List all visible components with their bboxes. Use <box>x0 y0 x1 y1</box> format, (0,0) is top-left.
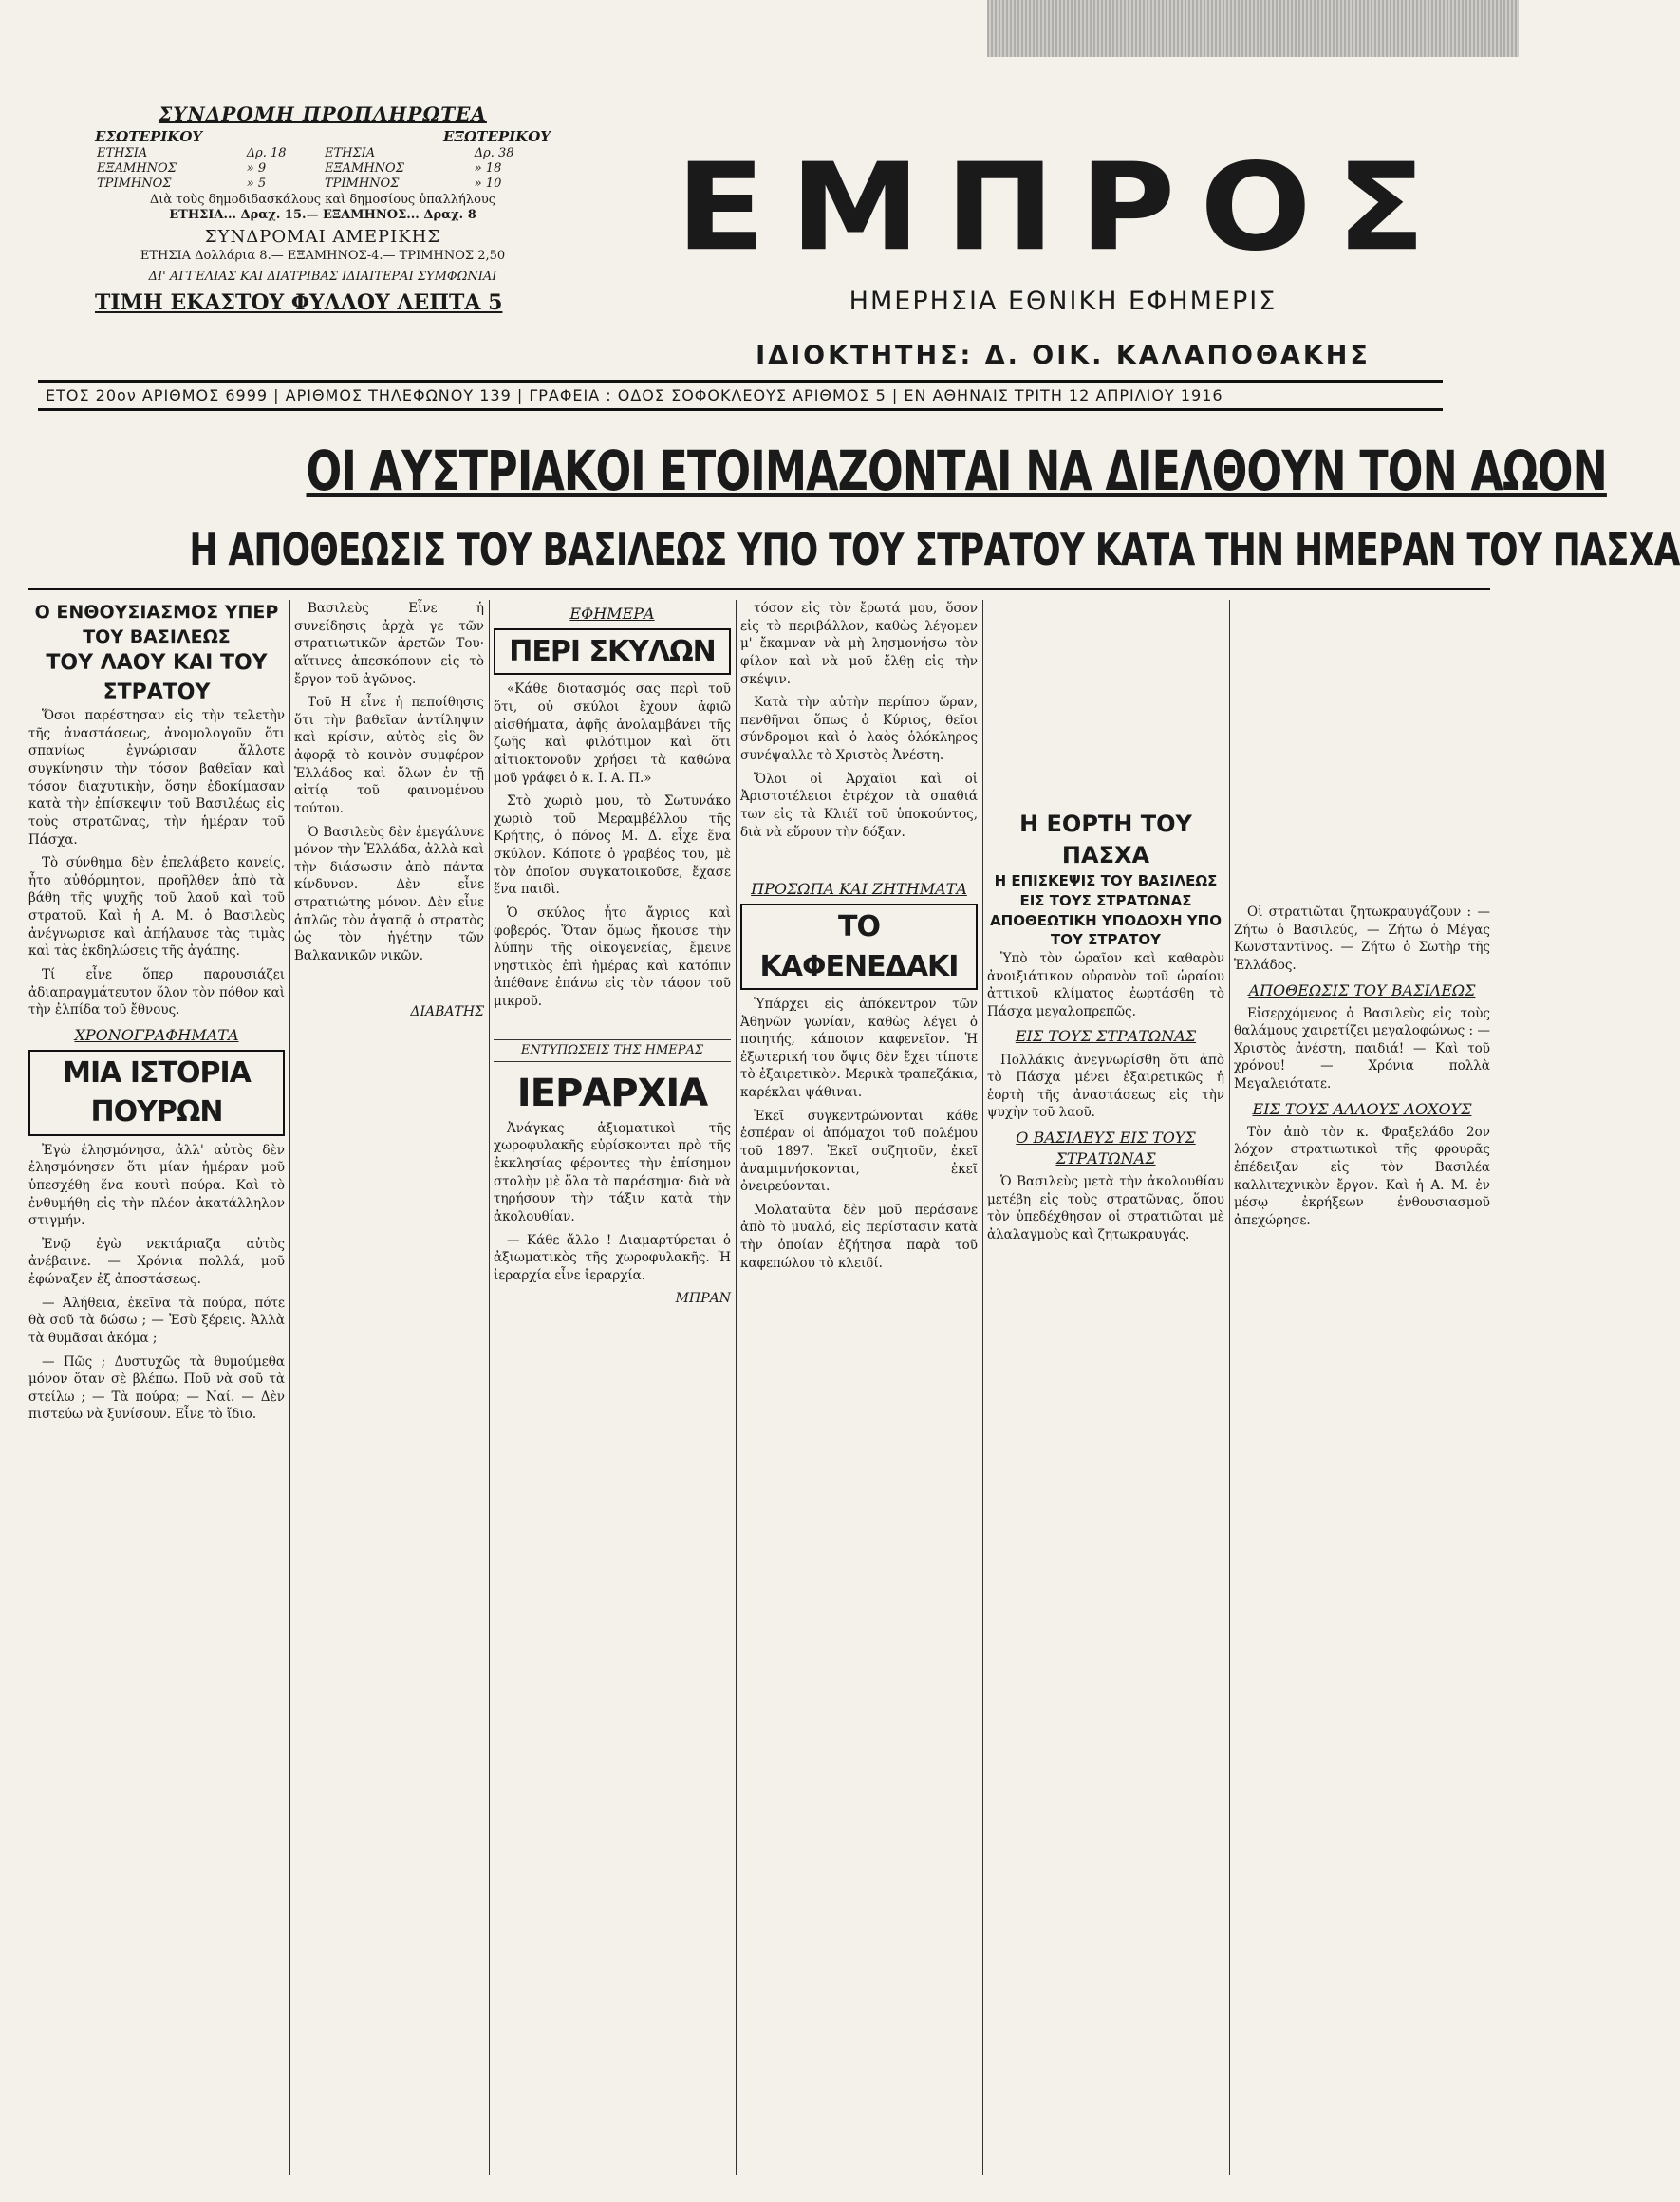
signature: ΜΠΡΑΝ <box>675 1291 731 1307</box>
article-title: ΠΕΡΙ ΣΚΥΛΩΝ <box>494 628 731 675</box>
column-1 <box>28 600 285 1429</box>
america-rates: ΕΤΗΣΙΑ Δολλάρια 8.— ΕΞΑΜΗΝΟΣ-4.— ΤΡΙΜΗΝΟΣ 2,50 <box>140 248 506 263</box>
paragraph: — Ἀλήθεια, ἐκεῖνα τὰ πούρα, πότε θὰ σοῦ τὰ δώσω ; — Ἐσὺ ξέρεις. Ἀλλὰ τὰ θυμᾶσαι ἀκόμα ; <box>28 1295 285 1346</box>
dateline: ΕΤΟΣ 20ον ΑΡΙΘΜΟΣ 6999 | ΑΡΙΘΜΟΣ ΤΗΛΕΦΩΝΟΥ 139 | ΓΡΑΦΕΙΑ : ΟΔΟΣ ΣΟΦΟΚΛΕΟΥΣ ΑΡΙΘΜΟΣ 5 | ΕΝ ΑΘΗΝΑΙΣ ΤΡΙΤΗ 12 ΑΠΡΙΛΙΟΥ 1916 <box>38 380 1443 411</box>
foreign-label: ΕΞΩΤΕΡΙΚΟΥ <box>442 128 551 145</box>
article-title: ΜΙΑ ΙΣΤΟΡΙΑ ΠΟΥΡΩΝ <box>28 1050 285 1136</box>
paragraph: Ἐγὼ ἐλησμόνησα, ἀλλ' αὐτὸς δὲν ἐλησμόνησεν ὅτι μίαν ἡμέραν μοῦ ὑπεσχέθη ἕνα κουτὶ πούρα. Καὶ τὸ ἐνθυμήθη εἰς τὴν πλέον ἀκατάλληλον στιγμήν. <box>28 1142 285 1229</box>
rate-value: » 18 <box>474 161 502 176</box>
rate-label: ΕΞΑΜΗΝΟΣ <box>324 161 404 176</box>
paragraph: Βασιλεὺς Εἶνε ἡ συνείδησις ἀρχὰ γε τῶν στρατιωτικῶν ἀρετῶν Του· αἵτινες ἀπεσκόπουν εἰς τὸ ἔργον τοῦ ἀγῶνος. <box>294 601 484 687</box>
paragraph: Τὸ σύνθημα δὲν ἐπελάβετο κανείς, ἦτο αὐθόρμητον, προῆλθεν ἀπὸ τὰ βάθη τῆς ψυχῆς τοῦ λαοῦ καὶ τοῦ στρατοῦ. Καὶ ἡ Α. Μ. ὁ Βασιλεὺς ἀνέγνωρισε καὶ ἀπήλαυσε τὰς τιμὰς καὶ τὰς ἐκδηλώσεις τῆς ἀγάπης. <box>28 855 285 960</box>
column-divider <box>489 600 490 2175</box>
paragraph: Ὑπὸ τὸν ὡραῖον καὶ καθαρὸν ἀνοιξιάτικον οὐρανὸν τοῦ ὡραίου ἀττικοῦ κλίματος ἐωρτάσθη τὸ Πάσχα μεγαλοπρεπῶς. <box>987 950 1224 1019</box>
brand-block <box>674 137 1452 370</box>
rate-row <box>95 146 551 161</box>
section-kicker: ΕΦΗΜΕΡΑ <box>569 605 655 623</box>
paragraph: Τοῦ Η εἶνε ἡ πεποίθησις ὅτι τὴν βαθεῖαν ἀντίληψιν καὶ κρίσιν, αὐτὸς εἰς ὃν ἀφορᾷ τὸ κοινὸν συμφέρον Ἑλλάδος καὶ ὅλων ἐν τῇ αἰτίᾳ τοῦ φαινομένου τούτου. <box>294 695 484 816</box>
column-2 <box>294 600 484 1021</box>
header-rule <box>28 588 1490 590</box>
section-kicker: ΕΙΣ ΤΟΥΣ ΣΤΡΑΤΩΝΑΣ <box>1015 1027 1197 1046</box>
paragraph: Στὸ χωριὸ μου, τὸ Σωτυνάκο χωριὸ τοῦ Μεραμβέλλου τῆς Κρήτης, ὁ πόνος Μ. Δ. εἶχε ἕνα σκύλον. Κάποτε ὁ γραβέος του, μὲ τὸν ὁποῖον συγκατοικοῦσε, ἔχασε ἕνα παιδὶ. <box>494 793 731 898</box>
subscription-rates <box>95 146 551 193</box>
subscription-title: ΣΥΝΔΡΟΜΗ ΠΡΟΠΛΗΡΩΤΕΑ <box>159 103 487 125</box>
article-title: Η ΕΟΡΤΗ ΤΟΥ ΠΑΣΧΑ <box>1019 811 1192 869</box>
paragraph: Οἱ στρατιῶται ζητωκραυγάζουν : — Ζήτω ὁ Βασιλεύς, — Ζήτω ὁ Μέγας Κωνσταντῖνος. — Ζήτω ὁ Σωτὴρ τῆς Ἑλλάδος. <box>1234 905 1490 973</box>
subscription-box <box>95 103 551 317</box>
rate-value: » 10 <box>474 177 502 192</box>
paragraph: Ἐκεῖ συγκεντρώνονται κάθε ἑσπέραν οἱ ἀπόμαχοι τοῦ πολέμου τοῦ 1897. Ἐκεῖ συζητοῦν, ἐκεῖ ἀναμιμνήσκονται, ἐκεῖ ὀνειρεύονται. <box>740 1108 978 1195</box>
sub-headline: Η ΑΠΟΘΕΩΣΙΣ ΤΟΥ ΒΑΣΙΛΕΩΣ ΥΠΟ ΤΟΥ ΣΤΡΑΤΟΥ ΚΑΤΑ ΤΗΝ ΗΜΕΡΑΝ ΤΟΥ ΠΑΣΧΑ <box>189 524 1680 575</box>
rate-label: ΕΞΑΜΗΝΟΣ <box>97 161 177 176</box>
column-divider <box>289 600 290 2175</box>
paragraph: Ἐνῷ ἐγὼ νεκτάριαζα αὐτὸς ἀνέβαινε. — Χρόνια πολλά, μοῦ ἐφώναξεν ἐξ ἀποστάσεως. <box>28 1236 285 1288</box>
rate-value: » 9 <box>246 161 267 176</box>
section-kicker: ΧΡΟΝΟΓΡΑΦΗΜΑΤΑ <box>74 1025 239 1044</box>
section-box: ΕΝΤΥΠΩΣΕΙΣ ΤΗΣ ΗΜΕΡΑΣ <box>494 1039 731 1062</box>
paragraph: Τί εἶνε ὅπερ παρουσιάζει ἀδιαπραγμάτευτον ὅλον τὸν πόθον καὶ τὴν ἐλπίδα τοῦ ἔθνους. <box>28 966 285 1018</box>
paragraph: Πολλάκις ἀνεγνωρίσθη ὅτι ἀπὸ τὸ Πάσχα μένει ἐξαιρετικῶς ἡ ἑορτὴ τῆς ἀναστάσεως εἰς τὴν ψυχὴν τοῦ λαοῦ. <box>987 1052 1224 1121</box>
section-kicker: ΑΠΟΘΕΩΣΙΣ ΤΟΥ ΒΑΣΙΛΕΩΣ <box>1248 980 1476 999</box>
rate-label: ΕΤΗΣΙΑ <box>324 145 376 160</box>
paragraph: Ὁ Βασιλεὺς δὲν ἐμεγάλυνε μόνον τὴν Ἑλλάδα, ἀλλὰ καὶ τὴν διάσωσιν ἀπὸ πάντα κίνδυνον. Δὲν εἶνε στρατιώτης μόνον. Δὲν εἶνε ἁπλῶς τὸν ἀγαπᾷ ὁ στρατὸς ὡς τὸν ἡγέτην τῶν Βαλκανικῶν νικῶν. <box>294 824 484 963</box>
scan-noise <box>987 0 1519 57</box>
issue-price: ΤΙΜΗ ΕΚΑΣΤΟΥ ΦΥΛΛΟΥ ΛΕΠΤΑ 5 <box>95 290 503 315</box>
paragraph: — Πῶς ; Δυστυχῶς τὰ θυμούμεθα μόνον ὅταν σὲ βλέπω. Ποῦ νὰ σοῦ τὰ στείλω ; — Τὰ πούρα; — Ναί. — Δὲν πιστεύω νὰ ξυνίσουν. Εἶνε τὸ ἴδιο. <box>28 1353 285 1423</box>
teachers-note: Διὰ τοὺς δημοδιδασκάλους καὶ δημοσίους ὑπαλλήλους <box>149 192 496 207</box>
paragraph: Εἰσερχόμενος ὁ Βασιλεὺς εἰς τοὺς θαλάμους χαιρετίζει μεγαλοφώνως : — Χριστὸς ἀνέστη, παιδιά! — Καὶ τοῦ χρόνου! — Χρόνια πολλὰ Μεγαλειότατε. <box>1234 1005 1490 1092</box>
ads-note: ΔΙ' ΑΓΓΕΛΙΑΣ ΚΑΙ ΔΙΑΤΡΙΒΑΣ ΙΔΙΑΙΤΕΡΑΙ ΣΥΜΦΩΝΙΑΙ <box>148 269 497 284</box>
paragraph: Κατὰ τὴν αὐτὴν περίπου ὥραν, πενθῆναι ὅπως ὁ Κύριος, θεῖοι σύνδρομοι καὶ ὁ λαὸς ὁλόκληρος συνέψαλλε τὸ Χριστὸς Ἀνέστη. <box>740 695 978 763</box>
newspaper-logo: ΕΜΠΡΟΣ <box>676 137 1450 278</box>
column-6 <box>1234 600 1490 1236</box>
column-divider <box>736 600 737 2175</box>
article-title: ΙΕΡΑΡΧΙΑ <box>516 1071 708 1115</box>
rate-label: ΤΡΙΜΗΝΟΣ <box>97 177 172 192</box>
paragraph: Ὅσοι παρέστησαν εἰς τὴν τελετὴν τῆς ἀναστάσεως, ἀνομολογοῦν ὅτι σπανίως ἐγνώρισαν ἄλλοτε συγκίνησιν τὴν τόσον βαθεῖαν καὶ τόσον διαχυτικὴν, ὅσην ἐδοκίμασαν κατὰ τὴν ἐπίσκεψιν τοῦ Βασιλέως εἰς τοὺς στρατῶνας, τὴν ἡμέραν τοῦ Πάσχα. <box>28 708 285 848</box>
paragraph: Ἀνάγκας ἀξιοματικοὶ τῆς χωροφυλακῆς εὑρίσκονται πρὸ τῆς ἐκκλησίας φέροντες τὴν ἐπίσημον στολὴν μὲ ὅλα τὰ παράσημα· διὰ νὰ τηρήσουν τὴν τάξιν κατὰ τὴν ἀκολουθίαν. <box>494 1120 731 1224</box>
teachers-rates: ΕΤΗΣΙΑ... Δραχ. 15.— ΕΞΑΜΗΝΟΣ... Δραχ. 8 <box>169 207 476 222</box>
paragraph: — Κάθε ἄλλο ! Διαμαρτύρεται ὁ ἀξιωματικὸς τῆς χωροφυλακῆς. Ἡ ἱεραρχία εἶνε ἱεραρχία. <box>494 1232 731 1283</box>
paragraph: Ὑπάρχει εἰς ἀπόκεντρον τῶν Ἀθηνῶν γωνίαν, καθὼς λέγει ὁ ποιητής, κάποιον καφενεῖον. Ἡ ἐξωτερική του ὄψις δὲν ἔχει τίποτε τὸ ἐξαιρετικὸν. Μερικὰ τραπεζάκια, καρέκλαι ψάθιναι. <box>740 996 978 1101</box>
column-divider <box>1229 600 1230 2175</box>
article-title: ΤΟ ΚΑΦΕΝΕΔΑΚΙ <box>740 904 978 990</box>
america-title: ΣΥΝΔΡΟΜΑΙ ΑΜΕΡΙΚΗΣ <box>204 227 441 247</box>
article-subtitle: ΤΟΥ ΛΑΟΥ ΚΑΙ ΤΟΥ ΣΤΡΑΤΟΥ <box>46 651 268 704</box>
signature: ΔΙΑΒΑΤΗΣ <box>410 1003 484 1019</box>
main-headline: ΟΙ ΑΥΣΤΡΙΑΚΟΙ ΕΤΟΙΜΑΖΟΝΤΑΙ ΝΑ ΔΙΕΛΘΟΥΝ ΤΟΝ ΑΩΟΝ <box>306 439 1607 503</box>
rate-value: » 5 <box>246 177 267 192</box>
column-divider <box>982 600 983 2175</box>
section-kicker: ΕΙΣ ΤΟΥΣ ΑΛΛΟΥΣ ΛΟΧΟΥΣ <box>1252 1099 1472 1118</box>
paragraph: τόσον εἰς τὸν ἔρωτά μου, ὅσον εἰς τὸ περιβάλλον, καθὼς λέγομεν μ' ἔκαμναν νὰ μὴ λησμονήσω τὸν φίλον καὶ νὰ μοῦ ἔλθῃ εἰς τὴν σκέψιν. <box>740 601 978 687</box>
masthead <box>57 57 1462 370</box>
paragraph: Μολαταῦτα δὲν μοῦ περάσανε ἀπὸ τὸ μυαλό, εἰς περίστασιν κατὰ τὴν ὁποίαν ἐζήτησα παρὰ τοῦ καφεπώλου τὸ κλειδί. <box>740 1202 978 1271</box>
paragraph: Ὁ Βασιλεὺς μετὰ τὴν ἀκολουθίαν μετέβη εἰς τοὺς στρατῶνας, ὅπου τὸν ὑπεδέχθησαν οἱ στρατιῶται μὲ ἀλαλαγμοὺς καὶ ζητωκραυγάς. <box>987 1174 1224 1243</box>
rate-value: Δρ. 18 <box>246 145 287 160</box>
column-4 <box>740 600 978 1278</box>
column-5 <box>987 600 1224 1250</box>
article-subtitle: ΑΠΟΘΕΩΤΙΚΗ ΥΠΟΔΟΧΗ ΥΠΟ ΤΟΥ ΣΤΡΑΤΟΥ <box>990 911 1222 949</box>
section-kicker: ΠΡΟΣΩΠΑ ΚΑΙ ΖΗΤΗΜΑΤΑ <box>751 880 967 899</box>
tagline: ΗΜΕΡΗΣΙΑ ΕΘΝΙΚΗ ΕΦΗΜΕΡΙΣ <box>849 287 1278 316</box>
rate-value: Δρ. 38 <box>474 145 514 160</box>
owner: ΙΔΙΟΚΤΗΤΗΣ: Δ. ΟΙΚ. ΚΑΛΑΠΟΘΑΚΗΣ <box>756 341 1371 370</box>
rate-row <box>95 177 551 192</box>
section-kicker: Ο ΒΑΣΙΛΕΥΣ ΕΙΣ ΤΟΥΣ ΣΤΡΑΤΩΝΑΣ <box>1016 1129 1196 1168</box>
domestic-label: ΕΣΩΤΕΡΙΚΟΥ <box>95 128 203 145</box>
article-subtitle: Η ΕΠΙΣΚΕΨΙΣ ΤΟΥ ΒΑΣΙΛΕΩΣ ΕΙΣ ΤΟΥΣ ΣΤΡΑΤΩΝΑΣ <box>994 872 1218 909</box>
paragraph: «Κάθε διοτασμός σας περὶ τοῦ ὅτι, οὐ σκύλοι ἔχουν ἀφιῶ αἰσθήματα, ἀφῆς ἀνολαμβάνει τῆς ζωῆς καὶ φιλότιμον καὶ ὅτι αἰτιοκτονοῦν χρήσει τὰ καθώνα μοῦ γράφει ὁ κ. Ι. Α. Π.» <box>494 681 731 786</box>
rate-label: ΕΤΗΣΙΑ <box>97 145 148 160</box>
column-3 <box>494 600 731 1309</box>
rate-label: ΤΡΙΜΗΝΟΣ <box>324 177 400 192</box>
paragraph: Τὸν ἀπὸ τὸν κ. Φραξελάδο 2ον λόχον στρατιωτικοὶ τῆς φρουρᾶς ἐπέδειξαν εἰς τὸν Βασιλέα καλλιτεχνικὸν ἔργον. Καὶ ἡ Α. Μ. ἐν μέσῳ ἐκρήξεων ἐνθουσιασμοῦ ἀπεχώρησε. <box>1234 1124 1490 1228</box>
rate-row <box>95 161 551 177</box>
article-title: Ο ΕΝΘΟΥΣΙΑΣΜΟΣ ΥΠΕΡ ΤΟΥ ΒΑΣΙΛΕΩΣ <box>34 602 279 648</box>
paragraph: Ὅλοι οἱ Ἀρχαῖοι καὶ οἱ Ἀριστοτέλειοι ἐτρέχον τὰ σπαθιά των εἰς τὰ Κλιέϊ τοῦ ὑποκούντος, διὰ νὰ εὕρουν τὴν δόξαν. <box>740 771 978 840</box>
paragraph: Ὁ σκύλος ἦτο ἄγριος καὶ φοβερός. Ὅταν ὅμως ἤκουσε τὴν λύπην τῆς οἰκογενείας, ἔμεινε νηστικὸς ἐπὶ ἡμέρας καὶ κατόπιν ἀπέθανε ἐπάνω εἰς τὸν τάφον τοῦ μικροῦ. <box>494 905 731 1010</box>
